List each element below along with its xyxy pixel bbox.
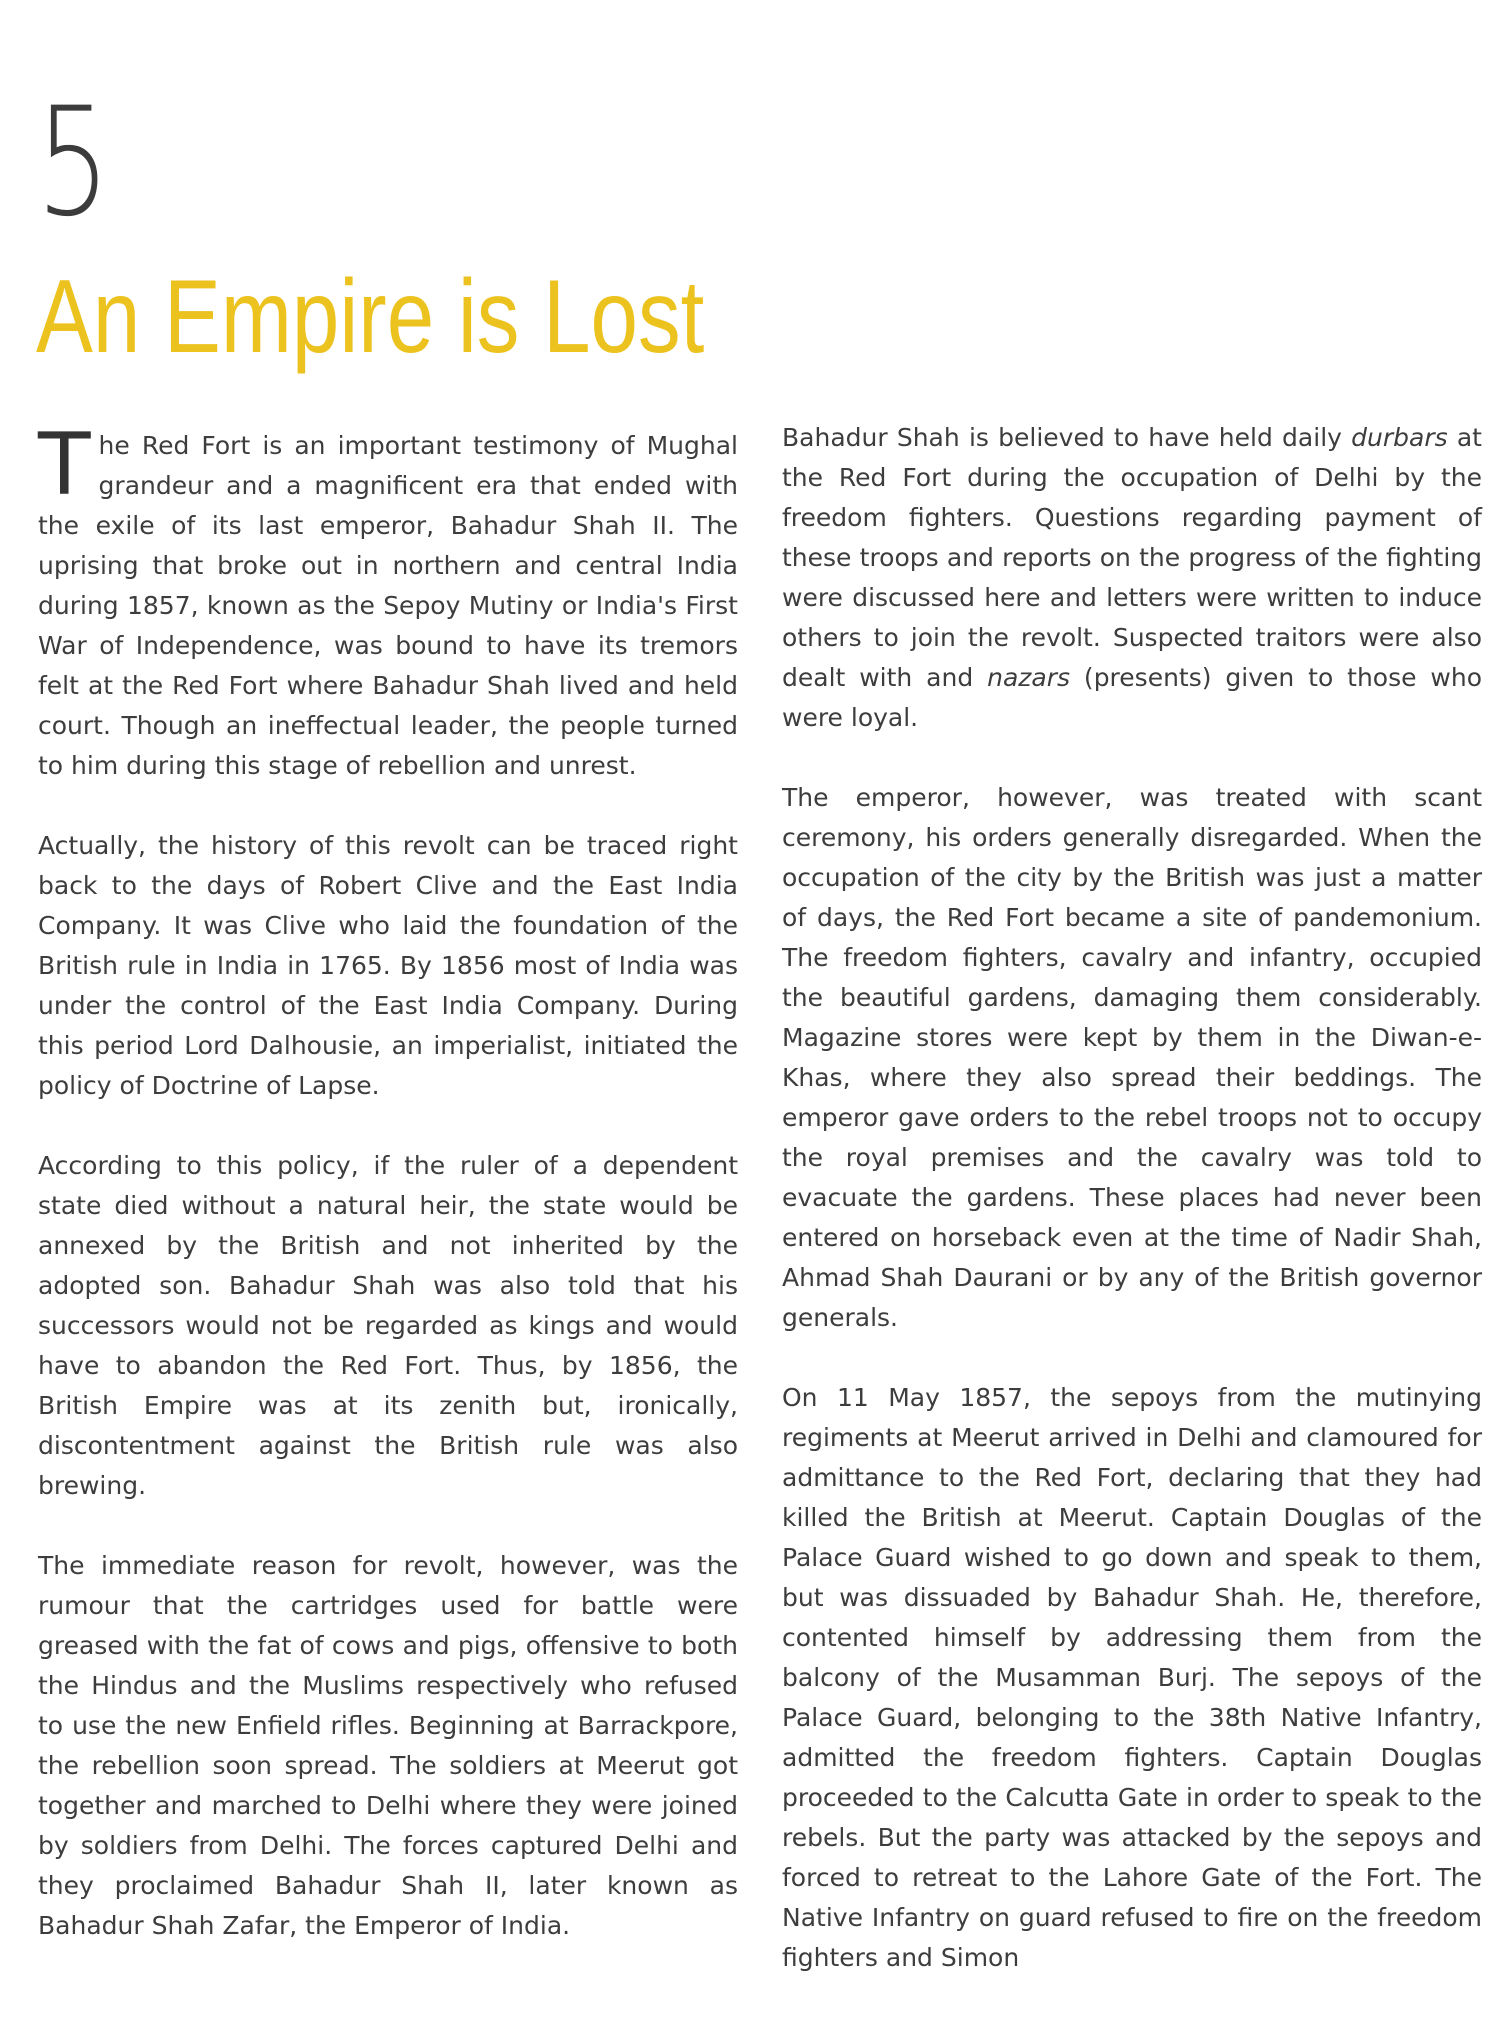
drop-cap: T [38,415,91,515]
paragraph [782,418,1482,738]
paragraph: According to this policy, if the ruler of a dependent state died without a natural heir, the state would be annexed by the British and not inherited by the adopted son. Bahadur Shah was also told that his successors would not be regarded as kings and would have to abandon the Red Fort. Thus, by 1856, the British Empire was at its zenith but, ironically, discontentment against the British rule was also brewing. [38,1151,738,1500]
paragraph: Actually, the history of this revolt can be traced right back to the days of Robert Clive and the East India Company. It was Clive who laid the foundation of the British rule in India in 1765. By 1856 most of India was under the control of the East India Company. During this period Lord Dalhousie, an imperialist, initiated the policy of Doctrine of Lapse. [38,831,738,1100]
italic-term-nazars: nazars [987,663,1071,692]
paragraph [38,415,738,786]
paragraph: On 11 May 1857, the sepoys from the mutinying regiments at Meerut arrived in Delhi and clamoured for admittance to the Red Fort, declaring that they had killed the British at Meerut. Captain Douglas of the Palace Guard wished to go down and speak to them, but was dissuaded by Bahadur Shah. He, therefore, contented himself by addressing them from the balcony of the Musamman Burj. The sepoys of the Palace Guard, belonging to the 38th Native Infantry, admitted the freedom fighters. Captain Douglas proceeded to the Calcutta Gate in order to speak to the rebels. But the party was attacked by the sepoys and forced to retreat to the Lahore Gate of the Fort. The Native Infantry on guard refused to fire on the freedom fighters and Simon [782,1383,1482,1972]
paragraph-text: Bahadur Shah is believed to have held daily [782,423,1352,452]
paragraph: The immediate reason for revolt, however, was the rumour that the cartridges used for battle were greased with the fat of cows and pigs, offensive to both the Hindus and the Muslims respectively who refused to use the new Enfield rifles. Beginning at Barrackpore, the rebellion soon spread. The soldiers at Meerut got together and marched to Delhi where they were joined by soldiers from Delhi. The forces captured Delhi and they proclaimed Bahadur Shah II, later known as Bahadur Shah Zafar, the Emperor of India. [38,1551,738,1940]
italic-term-durbars: durbars [1351,423,1448,452]
left-column [38,415,738,1986]
chapter-title: An Empire is Lost [36,259,705,375]
chapter-number: 5 [36,76,111,250]
paragraph-text: he Red Fort is an important testimony of Mughal grandeur and a magnificent era that ended with the exile of its last emperor, Bahadur Shah II. The uprising that broke out in northern and central India during 1857, known as the Sepoy Mutiny or India's First War of Independence, was bound to have its tremors felt at the Red Fort where Bahadur Shah lived and held court. Though an ineffectual leader, the people turned to him during this stage of rebellion and unrest. [38,431,738,780]
right-column [782,418,1482,2018]
paragraph-text: (presents) given to those who were loyal. [782,663,1482,732]
paragraph-text: at the Red Fort during the occupation of Delhi by the freedom fighters. Questions regarding payment of these troops and reports on the progress of the fighting were discussed here and letters were written to induce others to join the revolt. Suspected traitors were also dealt with and [782,423,1482,692]
paragraph: The emperor, however, was treated with scant ceremony, his orders generally disregarded. When the occupation of the city by the British was just a matter of days, the Red Fort became a site of pandemonium. The freedom fighters, cavalry and infantry, occupied the beautiful gardens, damaging them considerably. Magazine stores were kept by them in the Diwan-e-Khas, where they also spread their beddings. The emperor gave orders to the rebel troops not to occupy the royal premises and the cavalry was told to evacuate the gardens. These places had never been entered on horseback even at the time of Nadir Shah, Ahmad Shah Daurani or by any of the British governor generals. [782,783,1482,1332]
